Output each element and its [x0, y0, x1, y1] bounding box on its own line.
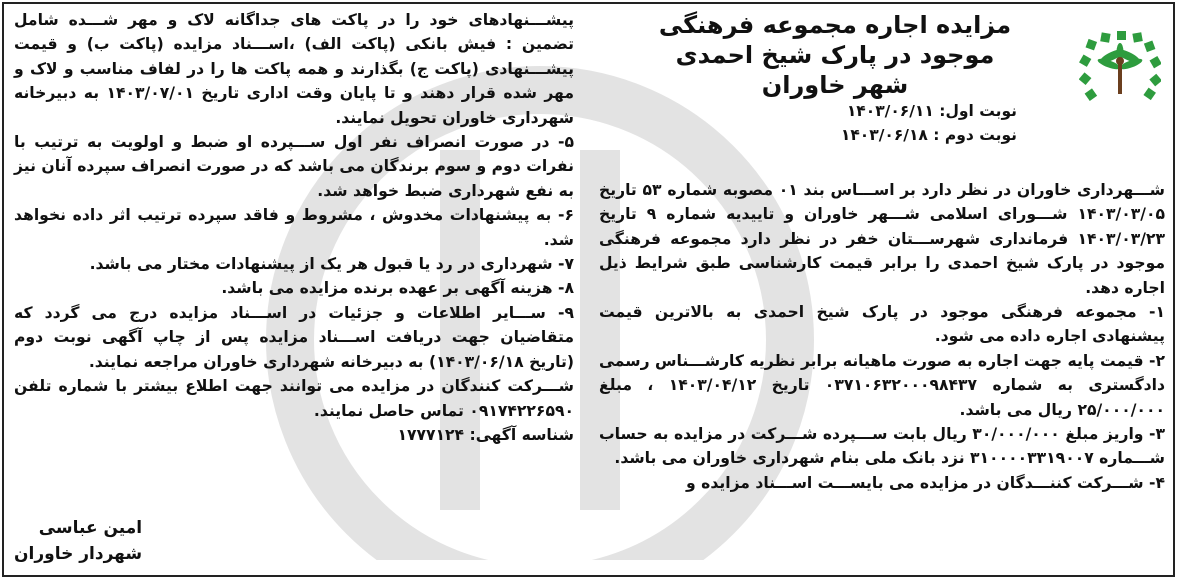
contact-paragraph: شـــرکت کنندگان در مزایده می توانند جهت اطلاع بیشتر با شماره تلفن ۰۹۱۷۴۲۲۶۵۹۰ تماس حاصل نمایند.: [14, 377, 574, 420]
signer-name: امین عباسی: [38, 518, 143, 538]
clause-9: ۹- ســـایر اطلاعات و جزئیات در اســـناد مزایده درج می گردد که متقاضیان جهت دریافت اســـناد مزایده پس از چاپ آگهی نوبت دوم (تاریخ ۱۴۰۳/۰۶/۱۸) به دبیرخانه شهرداری خاوران مراجعه نمایند.: [14, 303, 574, 371]
clause-4: ۴- شـــرکت کننـــدگان در مزایده می بایســـت اســـناد مزایده و: [686, 473, 1165, 492]
clause-2: ۲- قیمت پایه جهت اجاره به صورت ماهیانه برابر نظریه کارشـــناس رسمی دادگستری به شماره ۰۳۷۱۰۶۳۲۰۰۰۹۸۴۳۷ تاریخ ۱۴۰۳/۰۴/۱۲ ، مبلغ ۲۵/۰۰۰/۰۰۰ ریال می باشد.: [599, 351, 1165, 419]
signature-block: [14, 515, 142, 567]
title-line-3: شهر خاوران: [761, 71, 909, 99]
second-round-date: نوبت دوم : ۱۴۰۳/۰۶/۱۸: [840, 126, 1017, 144]
page-title: [655, 10, 1015, 100]
clause-4-continued: پیشـــنهادهای خود را در پاکت های جداگانه لاک و مهر شـــده شامل تضمین : فیش بانکی (پاکت الف) ،اســـناد مزایده (پاکت ب) و قیمت پیشـــنهادی (پاکت ج) بگذارند و همه پاکت ها را در لفاف مناسب و لاک و مهر شده قرار دهند و تا پایان وقت اداری تاریخ ۱۴۰۳/۰۷/۰۱ به دبیرخانه شهرداری خاوران تحویل نمایند.: [14, 11, 575, 127]
right-body: [599, 178, 1165, 495]
left-column: [14, 8, 574, 447]
clause-1: ۱- مجموعه فرهنگی موجود در پارک شیخ احمدی به بالاترین قیمت پیشنهادی اجاره داده می شود.: [599, 303, 1165, 346]
right-column: [599, 8, 1165, 492]
title-line-1: مزایده اجاره مجموعه فرهنگی: [658, 11, 1012, 39]
first-round-date: نوبت اول: ۱۴۰۳/۰۶/۱۱: [846, 102, 1017, 120]
clause-8: ۸- هزینه آگهی بر عهده برنده مزایده می باشد.: [221, 279, 574, 298]
title-line-2: موجود در پارک شیخ احمدی: [675, 41, 995, 69]
header: [599, 8, 1165, 144]
clause-6: ۶- به پیشنهادات مخدوش ، مشروط و فاقد سپرده ترتیب اثر داده نخواهد شد.: [14, 206, 574, 249]
signer-role: شهردار خاوران: [14, 544, 143, 564]
ad-id: شناسه آگهی: ۱۷۷۷۱۲۴: [397, 425, 574, 444]
clause-3: ۳- واریز مبلغ ۳۰/۰۰۰/۰۰۰ ریال بابت ســـپرده شـــرکت در مزایده به حساب شـــماره ۳۱۰۰۰۰۳۳۱۹۰۰۷ نزد بانک ملی بنام شهرداری خاوران می باشد.: [599, 425, 1165, 468]
palm-tree-icon: [1079, 30, 1161, 112]
intro-paragraph: شـــهرداری خاوران در نظر دارد بر اســـاس بند ۰۱ مصوبه شماره ۵۳ تاریخ ۱۴۰۳/۰۳/۰۵ شـــورای اسلامی شـــهر خاوران و تاییدیه شماره ۹ تاریخ ۱۴۰۳/۰۳/۲۳ فرمانداری شهرســـتان خفر در نظر دارد مجموعه فرهنگی موجود در پارک شیخ احمدی را برابر قیمت کارشناسی طبق شرایط ذیل اجاره دهد.: [599, 181, 1165, 297]
clause-5: ۵- در صورت انصراف نفر اول ســـپرده او ضبط و اولویت به ترتیب با نفرات دوم و سوم برندگان می باشد که در صورت انصراف سپرده آنان نیز به نفع شهرداری ضبط خواهد شد.: [14, 133, 574, 200]
clause-7: ۷- شهرداری در رد یا قبول هر یک از پیشنهادات مختار می باشد.: [89, 255, 574, 274]
